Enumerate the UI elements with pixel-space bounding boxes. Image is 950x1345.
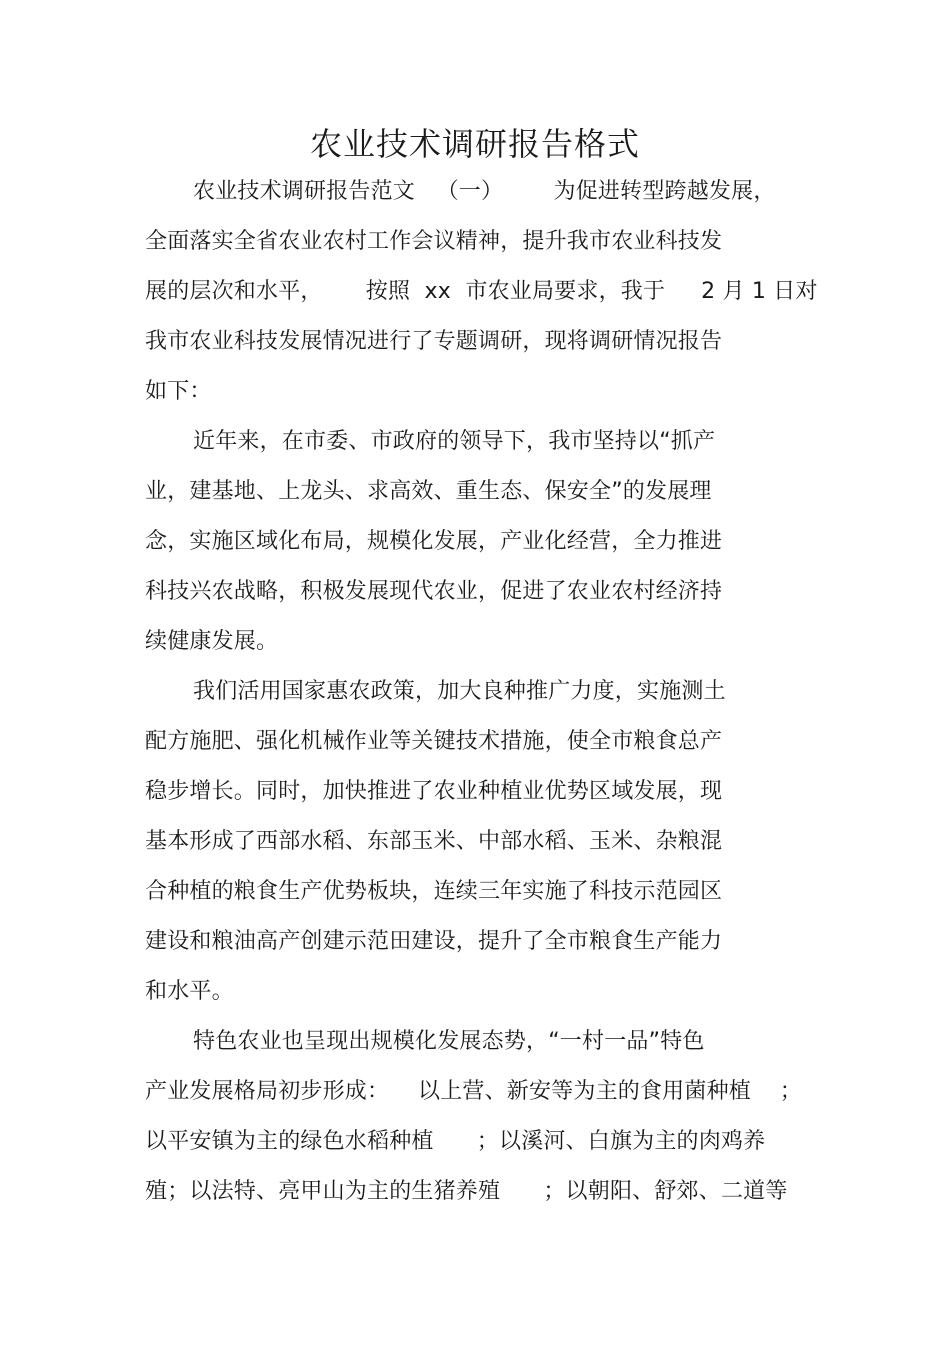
paragraph-line: 和水平。 xyxy=(145,979,234,1004)
paragraph-line: 展的层次和水平， 按照 xx 市农业局要求，我于 2 月 1 日对 xyxy=(145,279,818,304)
paragraph-line: 如下： xyxy=(145,379,212,404)
paragraph-line: 稳步增长。同时，加快推进了农业种植业优势区域发展，现 xyxy=(145,779,723,804)
paragraph-line: 以平安镇为主的绿色水稻种植 ；以溪河、白旗为主的肉鸡养 xyxy=(145,1129,766,1154)
document-title: 农业技术调研报告格式 xyxy=(309,125,640,163)
paragraph-line: 特色农业也呈现出规模化发展态势，“一村一品”特色 xyxy=(193,1029,705,1054)
paragraph-line: 近年来，在市委、市政府的领导下，我市坚持以“抓产 xyxy=(193,429,716,454)
paragraph-line: 科技兴农战略，积极发展现代农业，促进了农业农村经济持 xyxy=(145,579,723,604)
paragraph-line: 建设和粮油高产创建示范田建设，提升了全市粮食生产能力 xyxy=(145,929,723,954)
paragraph-line: 我们活用国家惠农政策，加大良种推广力度，实施测土 xyxy=(193,679,726,704)
paragraph-line: 我市农业科技发展情况进行了专题调研，现将调研情况报告 xyxy=(145,329,723,354)
paragraph-line: 业，建基地、上龙头、求高效、重生态、保安全”的发展理 xyxy=(145,479,712,504)
paragraph-line: 念，实施区域化布局，规模化发展，产业化经营，全力推进 xyxy=(145,529,723,554)
paragraph-line: 配方施肥、强化机械作业等关键技术措施，使全市粮食总产 xyxy=(145,729,723,754)
paragraph-line: 全面落实全省农业农村工作会议精神，提升我市农业科技发 xyxy=(145,229,723,254)
paragraph-line: 产业发展格局初步形成： 以上营、新安等为主的食用菌种植 ； xyxy=(145,1079,802,1104)
paragraph-line: 殖；以法特、亮甲山为主的生猪养殖 ；以朝阳、舒郊、二道等 xyxy=(145,1179,788,1204)
paragraph-line: 基本形成了西部水稻、东部玉米、中部水稻、玉米、杂粮混 xyxy=(145,829,723,854)
paragraph-line: 续健康发展。 xyxy=(145,629,279,654)
paragraph-line: 合种植的粮食生产优势板块，连续三年实施了科技示范园区 xyxy=(145,879,723,904)
paragraph-line: 农业技术调研报告范文 （一） 为促进转型跨越发展， xyxy=(193,179,776,204)
